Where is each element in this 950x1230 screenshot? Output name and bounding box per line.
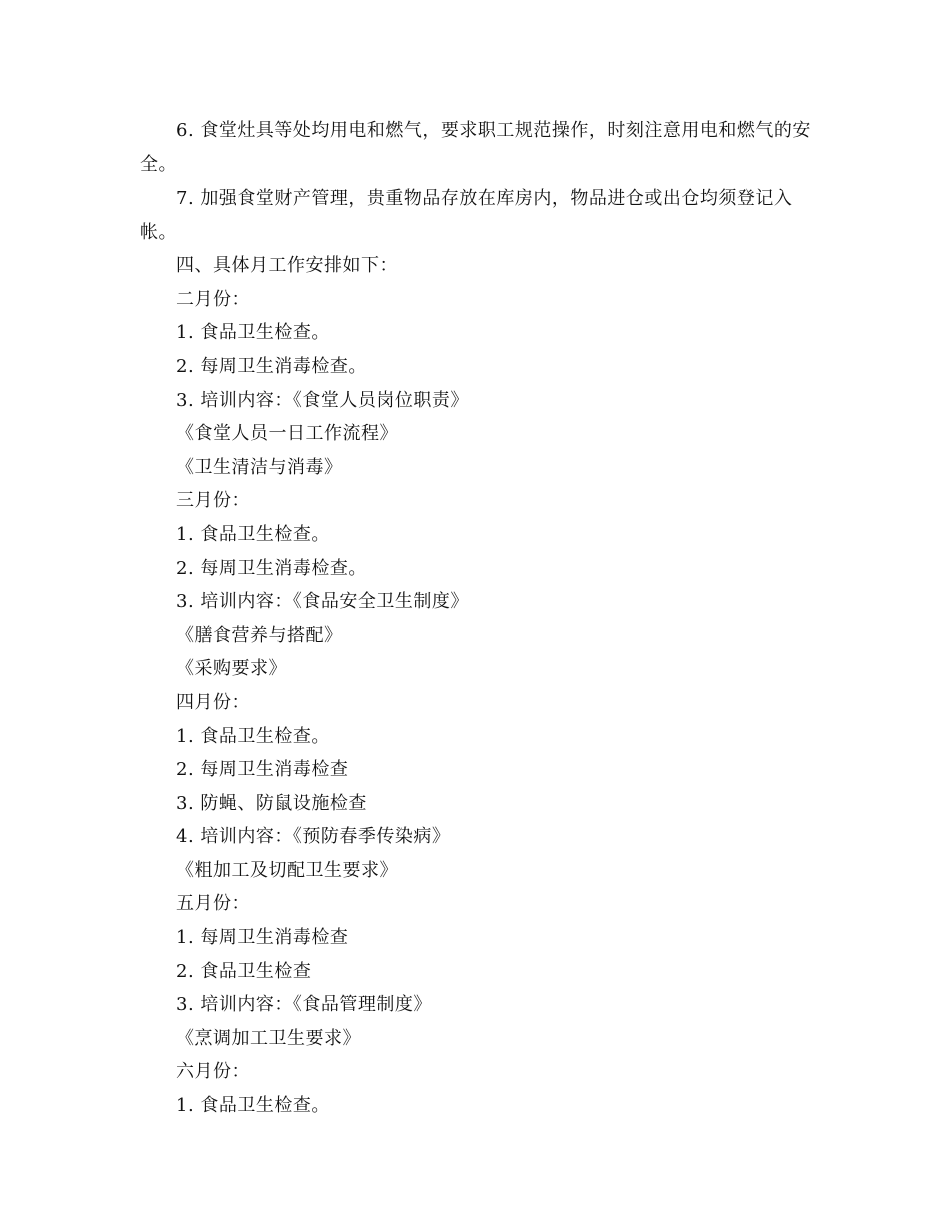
list-item: 3. 培训内容：《食品安全卫生制度》 [176,591,469,613]
training-title: 《膳食营养与搭配》 [176,624,343,646]
month-heading-june: 六月份： [176,1061,250,1083]
list-item: 1. 食品卫生检查。 [176,725,330,747]
list-item: 3. 防蝇、防鼠设施检查 [176,792,367,814]
list-item: 1. 食品卫生检查。 [176,523,330,545]
month-heading-april: 四月份： [176,691,250,713]
month-heading-may: 五月份： [176,893,250,915]
list-item: 3. 培训内容：《食堂人员岗位职责》 [176,389,469,411]
list-item: 3. 培训内容：《食品管理制度》 [176,994,432,1016]
month-heading-march: 三月份： [176,490,250,512]
list-item: 2. 每周卫生消毒检查。 [176,557,367,579]
list-item: 4. 培训内容：《预防春季传染病》 [176,826,451,848]
list-item: 2. 食品卫生检查 [176,960,312,982]
training-title: 《烹调加工卫生要求》 [176,1027,361,1049]
list-item: 1. 食品卫生检查。 [176,1095,330,1117]
month-heading-february: 二月份： [176,288,250,310]
list-item: 2. 每周卫生消毒检查 [176,759,349,781]
section-heading-monthly-plan: 四、具体月工作安排如下： [176,255,398,277]
training-title: 《卫生清洁与消毒》 [176,456,343,478]
training-title: 《采购要求》 [176,658,287,680]
document-body [140,114,820,1123]
training-title: 《食堂人员一日工作流程》 [176,423,398,445]
list-item: 1. 食品卫生检查。 [176,322,330,344]
list-item: 2. 每周卫生消毒检查。 [176,355,367,377]
list-item: 1. 每周卫生消毒检查 [176,927,349,949]
paragraph-item-7: 7. 加强食堂财产管理，贵重物品存放在库房内，物品进仓或出仓均须登记入帐。 [140,188,793,243]
paragraph-item-6: 6. 食堂灶具等处均用电和燃气，要求职工规范操作，时刻注意用电和燃气的安全。 [140,120,811,175]
training-title: 《粗加工及切配卫生要求》 [176,859,398,881]
